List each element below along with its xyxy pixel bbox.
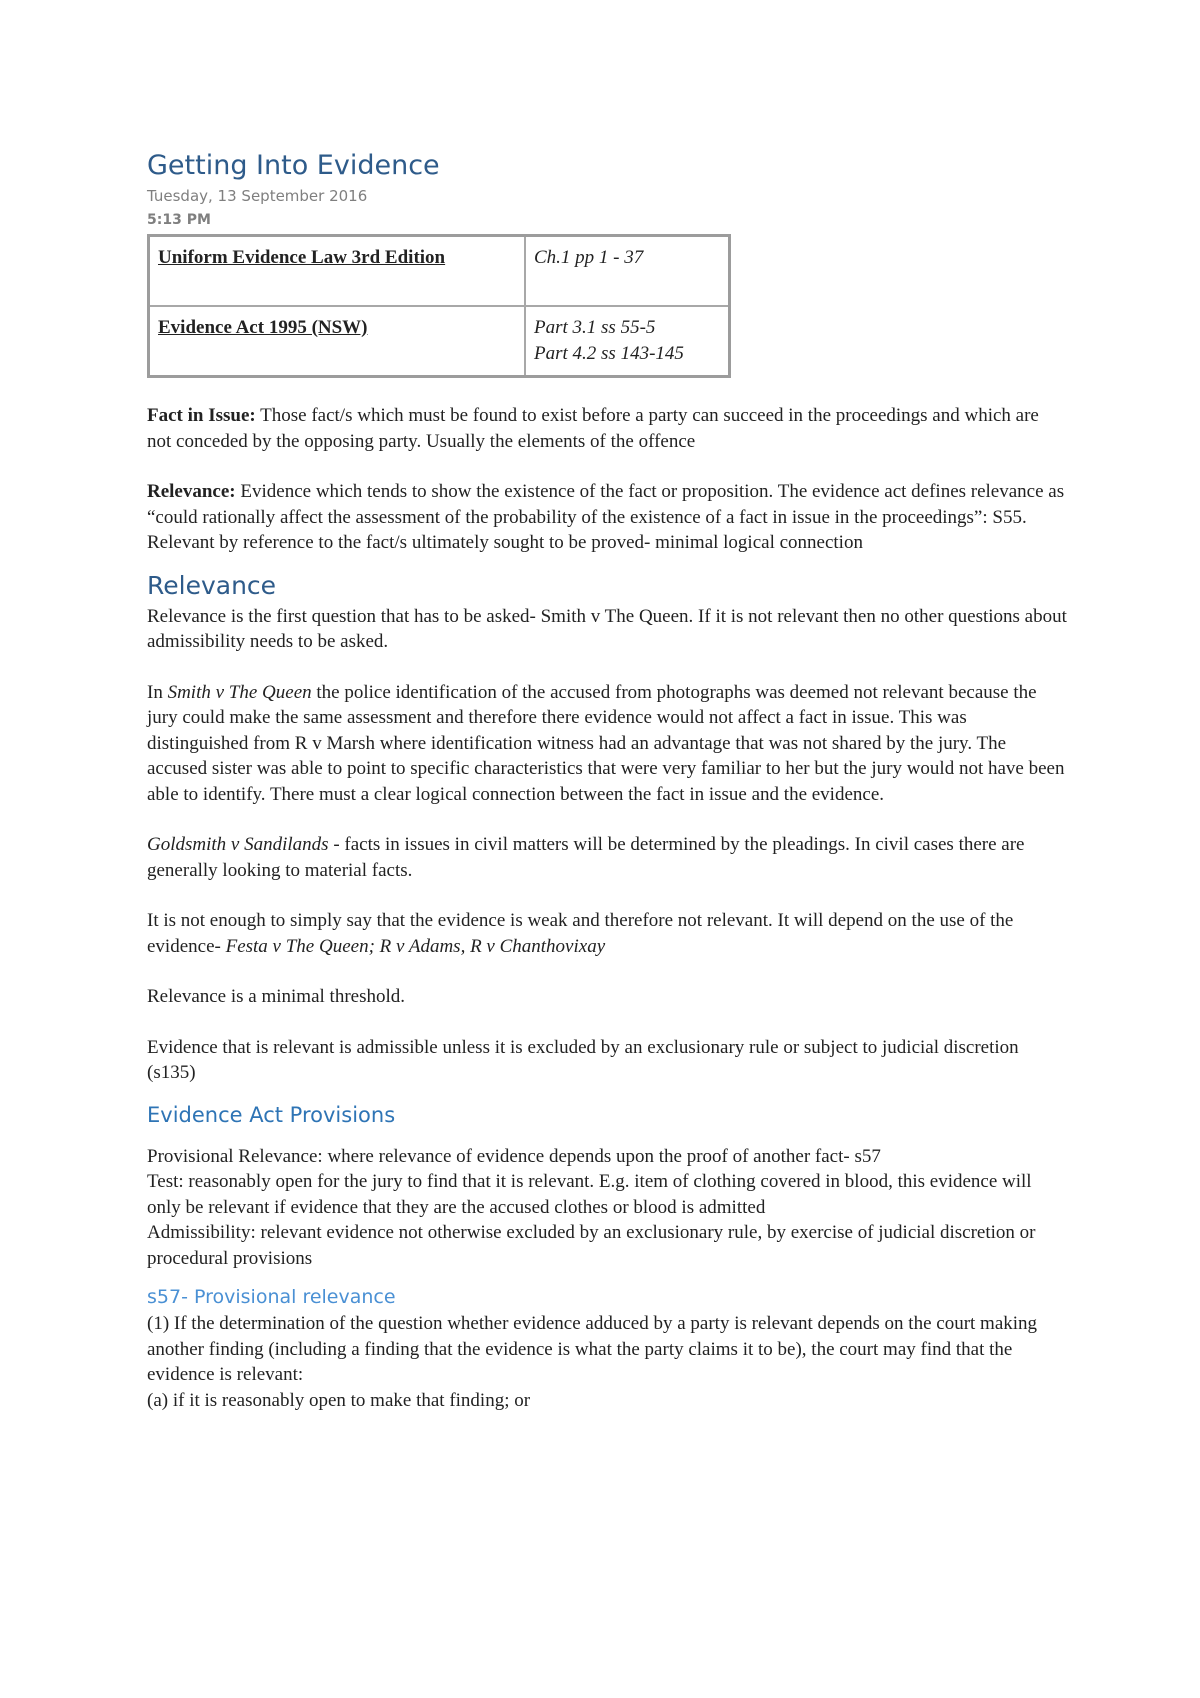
case-name: Festa v The Queen; R v Adams, R v Chanthovixay	[225, 935, 606, 957]
case-name: Goldsmith v Sandilands	[147, 834, 329, 855]
case-name: Smith v The Queen	[167, 681, 312, 703]
s57-subsection: (a) if it is reasonably open to make that finding; or	[147, 1389, 531, 1411]
page-title: Getting Into Evidence	[147, 150, 440, 181]
relevance-text: Evidence which tends to show the existence of the fact or proposition. The evidence act defines relevance as “could rationally affect the assessment of the probability of the existence of a fact in issue in the proceedings”: S55. Relevant by reference to the fact/s ultimately sought to be proved- minimal logical connection	[147, 481, 1065, 553]
relevance-paragraph	[147, 680, 1067, 808]
reference-source: Evidence Act 1995 (NSW)	[149, 306, 526, 377]
reference-pages	[525, 306, 730, 377]
page-time: 5:13 PM	[147, 212, 211, 228]
relevance-definition-paragraph	[147, 479, 1067, 556]
reference-pages-line: Part 3.1 ss 55-5	[534, 317, 656, 338]
provisions-line: Provisional Relevance: where relevance of evidence depends upon the proof of another fact- s57	[147, 1145, 881, 1167]
fact-in-issue-text: Those fact/s which must be found to exist before a party can succeed in the proceedings and which are not conceded by the opposing party. Usually the elements of the offence	[147, 405, 1039, 452]
relevance-term: Relevance:	[147, 481, 236, 502]
s57-subsection: (1) If the determination of the question whether evidence adduced by a party is relevant depends on the court making another finding (including a finding that the evidence is what the party claims it to be), the court may find that the evidence is relevant:	[147, 1313, 1038, 1385]
references-table	[147, 234, 731, 378]
section-heading-provisions: Evidence Act Provisions	[147, 1102, 396, 1127]
provisions-line: Test: reasonably open for the jury to find that it is relevant. E.g. item of clothing covered in blood, this evidence will only be relevant if evidence that they are the accused clothes or blood is admitted	[147, 1171, 1032, 1218]
reference-pages-line: Ch.1 pp 1 - 37	[534, 247, 644, 268]
reference-pages-line: Part 4.2 ss 143-145	[534, 343, 684, 364]
text-span: In	[147, 681, 168, 703]
text-span: - facts in issues in civil matters will be determined by the pleadings. In civil cases there are generally looking to material facts.	[147, 834, 1025, 881]
provisions-line: Admissibility: relevant evidence not otherwise excluded by an exclusionary rule, by exercise of judicial discretion or procedural provisions	[147, 1222, 1036, 1269]
relevance-paragraph	[147, 908, 1067, 959]
section-heading-s57: s57- Provisional relevance	[147, 1286, 396, 1308]
section-heading-relevance: Relevance	[147, 570, 277, 600]
table-row	[149, 306, 730, 377]
fact-in-issue-term: Fact in Issue:	[147, 405, 256, 426]
fact-in-issue-paragraph	[147, 403, 1067, 454]
reference-pages	[525, 236, 730, 307]
document-page	[147, 148, 1067, 1413]
page-date: Tuesday, 13 September 2016	[147, 187, 368, 205]
relevance-paragraph: Relevance is the first question that has to be asked- Smith v The Queen. If it is not relevant then no other questions about admissibility needs to be asked.	[147, 605, 1067, 652]
text-span: It is not enough to simply say that the evidence is weak and therefore not relevant. It will depend on the use of the evidence-	[147, 910, 1014, 957]
reference-source: Uniform Evidence Law 3rd Edition	[149, 236, 526, 307]
text-span: the police identification of the accused from photographs was deemed not relevant because the jury could make the same assessment and therefore there evidence would not affect a fact in issue. This was distinguished from R v Marsh where identification witness had an advantage that was not shared by the jury. The accused sister was able to point to specific characteristics that were very familiar to her but the jury would not have been able to identify. There must a clear logical connection between the fact in issue and the evidence.	[147, 681, 1065, 805]
relevance-paragraph: Relevance is a minimal threshold.	[147, 986, 406, 1007]
table-row	[149, 236, 730, 307]
relevance-paragraph: Evidence that is relevant is admissible unless it is excluded by an exclusionary rule or subject to judicial discretion (s135)	[147, 1036, 1019, 1083]
relevance-paragraph	[147, 832, 1067, 883]
